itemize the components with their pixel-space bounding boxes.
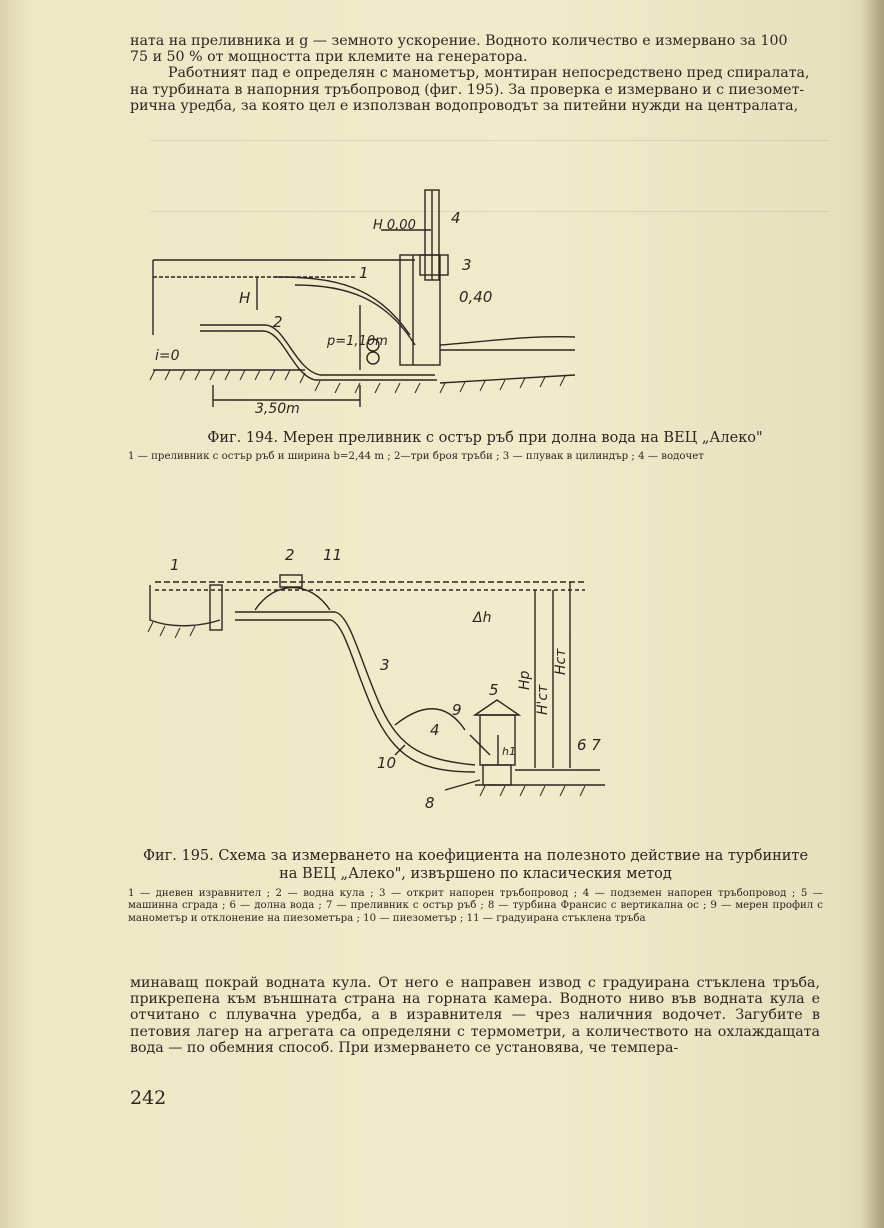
fig195-label-h1: h1	[502, 745, 516, 758]
figure-194	[145, 185, 585, 420]
fig195-label-hst: H'ст	[535, 684, 551, 715]
text-line: ната на преливника и g — земното ускорение. Водното количество е измервано за 100	[130, 33, 788, 49]
fig194-label-4: 4	[451, 209, 461, 227]
fig194-label-1: 1	[359, 264, 369, 282]
fig195-title-line2: на ВЕЦ „Алеко", извършено по класическия метод	[279, 866, 672, 882]
fig194-label-p: p=1,10m	[327, 334, 388, 349]
fig195-label-11: 11	[323, 546, 343, 564]
fig195-legend: 1 — дневен изравнител ; 2 — водна кула ; 3 — открит напорен тръбопровод ; 4 — подземен напорен тръбопровод ; 5 — машинна сграда ; 6 — долна вода ; 7 — преливник с остър ръб ; 8 — турбина Франсис с вертикална ос ; 9 — мерен профил с манометър и отклонение на пиезометъра ; 10 — пиезометър ; 11 — градуирана стъклена тръба	[128, 888, 823, 924]
fig195-label-5: 5	[489, 681, 499, 699]
fig195-label-67: 6 7	[577, 736, 601, 754]
fig195-label-8: 8	[425, 794, 435, 812]
figure-195-drawing	[145, 540, 615, 830]
text-line: рична уредба, за която цел е използван водопроводът за питейни нужди на централата,	[130, 97, 799, 114]
fig195-label-dh: Δh	[473, 610, 492, 626]
fig194-label-040: 0,40	[459, 288, 493, 306]
fig195-label-10: 10	[377, 754, 397, 772]
figure-195	[145, 540, 615, 830]
text-line: Работният пад е определян с манометър, монтиран непосредствено пред спиралата,	[168, 65, 810, 82]
fig195-title-line1: Фиг. 195. Схема за измерването на коефициента на полезното действие на турбините	[142, 848, 809, 864]
fig194-label-2: 2	[273, 313, 283, 331]
paragraph-bottom: минаващ покрай водната кула. От него е направен извод с градуирана стъклена тръба, прикрепена към външната страна на горната камера. Водното ниво във водната кула е отчитано с плувачна уредба, а в изравнителя — чрез наличния водочет. Загубите в петовия лагер на агрегата са определяни с термометри, а количеството на охлаждащата вода — по обемния способ. При измерването се установява, че темпера-	[130, 975, 820, 1056]
fig194-label-h: H	[239, 289, 251, 307]
paragraph-top	[130, 33, 820, 114]
fig194-label-i: i=0	[155, 348, 180, 364]
page-edge-shadow	[862, 0, 884, 1228]
text-line: 75 и 50 % от мощността при клемите на генератора.	[130, 49, 528, 66]
fig194-label-h000: H 0,00	[373, 218, 416, 233]
fig195-label-3: 3	[380, 656, 390, 674]
fig195-label-9: 9	[452, 701, 462, 719]
text-line: на турбината в напорния тръбопровод (фиг. 195). За проверка е измервано и с пиезомет-	[130, 81, 805, 98]
fig194-label-dim: 3,50m	[255, 401, 300, 417]
page-number: 242	[130, 1087, 167, 1109]
fig194-label-3: 3	[462, 256, 472, 274]
fig195-label-2: 2	[285, 546, 295, 564]
fig194-legend: 1 — преливник с остър ръб и ширина b=2,44 m ; 2—три броя тръби ; 3 — плувак в цилиндър ; 4 — водочет	[128, 451, 704, 462]
fig194-title: Фиг. 194. Мерен преливник с остър ръб при долна вода на ВЕЦ „Алеко"	[207, 430, 763, 446]
fig195-label-hp: Hp	[517, 670, 533, 690]
fig195-label-4: 4	[430, 721, 440, 739]
fig195-label-1: 1	[170, 556, 180, 574]
fig195-label-hst2: Hст	[553, 648, 569, 675]
figure-194-drawing	[145, 185, 585, 420]
